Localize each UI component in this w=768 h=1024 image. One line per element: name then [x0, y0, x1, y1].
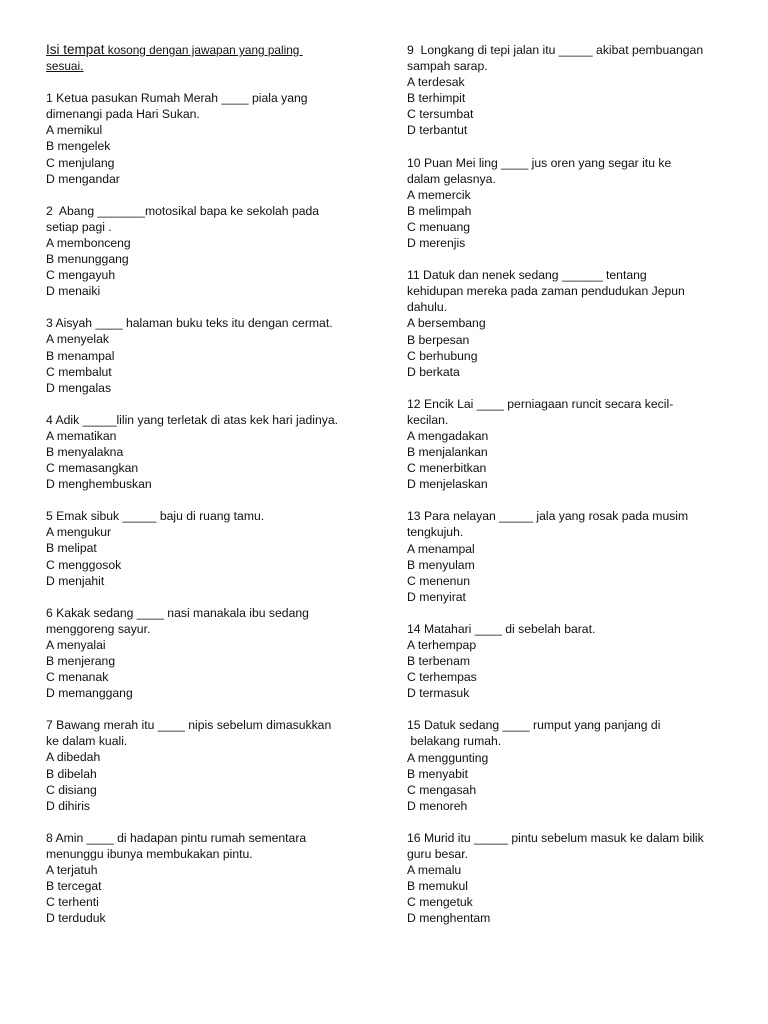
answer-option: C memasangkan: [46, 461, 139, 476]
answer-option: B menjalankan: [407, 445, 488, 460]
answer-option: D termasuk: [407, 686, 470, 701]
instruction-line2: sesuai: [46, 59, 81, 74]
answer-option: B tercegat: [46, 879, 102, 894]
question-text: 14 Matahari ____ di sebelah barat.: [407, 621, 596, 636]
answer-option: D mengandar: [46, 171, 120, 186]
answer-option: D merenjis: [407, 236, 466, 251]
question-block: [46, 412, 368, 492]
answer-option: B menyabit: [407, 766, 468, 781]
instruction-lead: Isi tempat: [46, 42, 105, 57]
instruction-rest: kosong dengan jawapan yang paling: [104, 43, 303, 57]
question-block: [46, 717, 368, 814]
question-block: [407, 508, 732, 605]
answer-option: A terhempap: [407, 638, 477, 652]
answer-option: A memalu: [407, 863, 462, 878]
answer-option: C tersumbat: [407, 107, 474, 122]
answer-option: D menghembuskan: [46, 477, 152, 492]
left-column: [46, 42, 368, 942]
answer-option: A menggunting: [407, 750, 489, 765]
answer-option: B menyalakna: [46, 444, 124, 459]
question-text: 12 Encik Lai ____ perniagaan runcit secara kecil- kecilan.: [407, 396, 674, 427]
instruction-tail: .: [80, 59, 84, 74]
answer-option: C mengayuh: [46, 268, 116, 283]
answer-option: C menggosok: [46, 557, 122, 572]
answer-option: B memukul: [407, 879, 468, 894]
answer-option: B dibelah: [46, 766, 97, 781]
answer-option: B menunggang: [46, 252, 129, 267]
answer-option: C menerbitkan: [407, 461, 487, 476]
answer-option: A bersembang: [407, 316, 486, 331]
answer-option: D menghentam: [407, 911, 491, 926]
answer-option: A membonceng: [46, 235, 131, 250]
question-block: [407, 621, 732, 701]
answer-option: C menjulang: [46, 155, 115, 170]
question-text: 2 Abang _______motosikal bapa ke sekolah pada setiap pagi .: [46, 203, 320, 234]
answer-option: B melimpah: [407, 203, 472, 218]
instruction: [46, 42, 368, 74]
answer-option: C menanak: [46, 670, 109, 685]
answer-option: B berpesan: [407, 332, 470, 347]
question-text: 4 Adik _____lilin yang terletak di atas kek hari jadinya.: [46, 412, 338, 427]
answer-option: A mengadakan: [407, 428, 489, 443]
question-block: [46, 315, 368, 395]
answer-option: B mengelek: [46, 139, 111, 154]
left-question-list: [46, 90, 368, 926]
answer-option: C disiang: [46, 782, 97, 797]
question-text: 10 Puan Mei ling ____ jus oren yang segar itu ke dalam gelasnya.: [407, 155, 672, 186]
answer-option: A menampal: [407, 541, 475, 556]
answer-option: B menyulam: [407, 557, 475, 572]
answer-option: B terhimpit: [407, 91, 466, 106]
answer-option: D dihiris: [46, 798, 91, 813]
question-block: [46, 203, 368, 300]
answer-option: D menyirat: [407, 589, 466, 604]
answer-option: A mematikan: [46, 428, 117, 443]
answer-option: D menaiki: [46, 284, 101, 299]
answer-option: D menoreh: [407, 798, 468, 813]
answer-option: B melipat: [46, 541, 97, 556]
answer-option: B menjerang: [46, 654, 116, 668]
answer-option: C mengasah: [407, 782, 477, 797]
question-block: [46, 605, 368, 702]
question-text: 7 Bawang merah itu ____ nipis sebelum dimasukkan ke dalam kuali.: [46, 718, 332, 749]
answer-option: A menyelak: [46, 332, 110, 347]
answer-option: C menenun: [407, 573, 471, 588]
question-text: 11 Datuk dan nenek sedang ______ tentang kehidupan mereka pada zaman pendudukan Jepun dahulu.: [407, 268, 685, 315]
question-text: 8 Amin ____ di hadapan pintu rumah sementara menunggu ibunya membukakan pintu.: [46, 830, 307, 861]
question-block: [407, 830, 732, 927]
question-text: 1 Ketua pasukan Rumah Merah ____ piala yang dimenangi pada Hari Sukan.: [46, 91, 308, 122]
answer-option: C berhubung: [407, 348, 478, 363]
answer-option: C membalut: [46, 364, 112, 379]
right-question-list: [407, 42, 732, 927]
answer-option: A memercik: [407, 187, 471, 202]
question-block: [46, 508, 368, 588]
answer-option: D menjahit: [46, 573, 105, 588]
answer-option: A terjatuh: [46, 863, 98, 878]
question-block: [407, 267, 732, 380]
question-text: 6 Kakak sedang ____ nasi manakala ibu sedang menggoreng sayur.: [46, 605, 309, 636]
answer-option: A menyalai: [46, 637, 106, 652]
question-block: [407, 396, 732, 493]
answer-option: A mengukur: [46, 525, 112, 540]
question-block: [46, 90, 368, 187]
answer-option: D terduduk: [46, 911, 106, 926]
answer-option: B menampal: [46, 348, 115, 363]
question-text: 9 Longkang di tepi jalan itu _____ akibat pembuangan sampah sarap.: [407, 43, 704, 74]
answer-option: C terhenti: [46, 895, 99, 910]
question-text: 16 Murid itu _____ pintu sebelum masuk ke dalam bilik guru besar.: [407, 830, 704, 862]
question-text: 13 Para nelayan _____ jala yang rosak pada musim tengkujuh.: [407, 509, 689, 540]
right-column: [407, 42, 732, 943]
answer-option: A memikul: [46, 123, 103, 138]
answer-option: D menjelaskan: [407, 477, 488, 492]
answer-option: C menuang: [407, 219, 471, 234]
question-block: [407, 717, 732, 814]
question-text: 3 Aisyah ____ halaman buku teks itu dengan cermat.: [46, 316, 333, 331]
question-text: 5 Emak sibuk _____ baju di ruang tamu.: [46, 509, 265, 524]
answer-option: D memanggang: [46, 686, 133, 701]
answer-option: A dibedah: [46, 750, 101, 765]
answer-option: D berkata: [407, 364, 460, 379]
answer-option: C terhempas: [407, 670, 477, 685]
answer-option: D terbantut: [407, 123, 468, 138]
answer-option: C mengetuk: [407, 895, 473, 910]
answer-option: B terbenam: [407, 654, 471, 669]
question-block: [407, 42, 732, 139]
answer-option: A terdesak: [407, 75, 465, 90]
question-block: [407, 155, 732, 252]
question-block: [46, 830, 368, 927]
question-text: 15 Datuk sedang ____ rumput yang panjang di belakang rumah.: [407, 718, 661, 749]
answer-option: D mengalas: [46, 380, 112, 395]
